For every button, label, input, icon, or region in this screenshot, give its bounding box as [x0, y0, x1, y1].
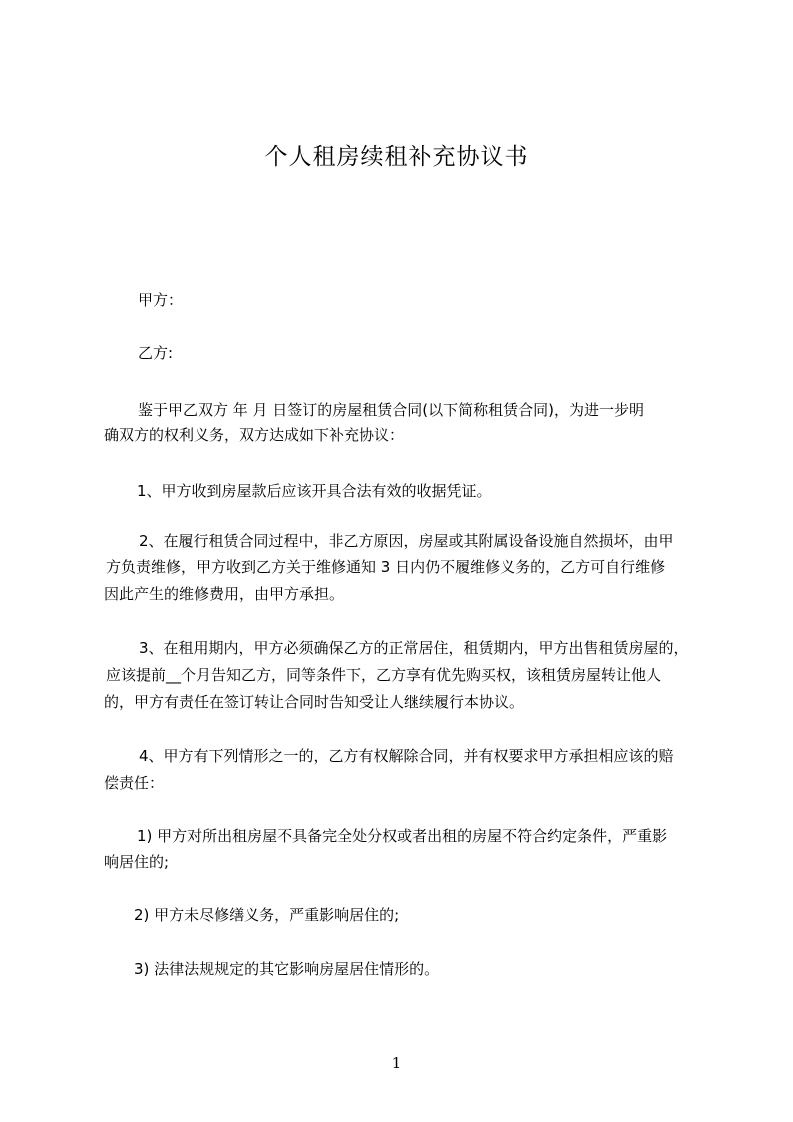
sub-clause-3-line-1: 3) 法律法规规定的其它影响房屋居住情形的。 [134, 960, 440, 978]
clause-2-line-3: 因此产生的维修费用，由甲方承担。 [104, 585, 345, 603]
sub-clause-2-line-1: 2) 甲方未尽修缮义务，严重影响居住的; [134, 906, 400, 924]
document-title: 个人租房续租补充协议书 [264, 144, 529, 170]
clause-3-line-2: 应该提前__个月告知乙方，同等条件下，乙方享有优先购买权，该租赁房屋转让他人 [106, 666, 662, 684]
party-b-label: 乙方: [138, 344, 174, 362]
clause-2-line-1: 2、在履行租赁合同过程中，非乙方原因，房屋或其附属设备设施自然损坏，由甲 [139, 532, 674, 550]
intro-line-1: 鉴于甲乙双方 年 月 日签订的房屋租赁合同(以下简称租赁合同)，为进一步明 [138, 401, 645, 419]
clause-1-line-1: 1、甲方收到房屋款后应该开具合法有效的收据凭证。 [137, 482, 492, 500]
clause-4-line-2: 偿责任： [104, 774, 165, 792]
clause-2-line-2: 方负责维修，甲方收到乙方关于维修通知 3 日内仍不履维修义务的，乙方可自行维修 [106, 558, 666, 576]
sub-clause-1-line-1: 1) 甲方对所出租房屋不具备完全处分权或者出租的房屋不符合约定条件，严重影 [137, 827, 668, 845]
sub-clause-1-line-2: 响居住的; [104, 853, 170, 871]
party-a-label: 甲方： [138, 291, 184, 309]
page-number: 1 [391, 1054, 402, 1072]
clause-3-line-1: 3、在租用期内，甲方必须确保乙方的正常居住，租赁期内，甲方出售租赁房屋的， [139, 639, 689, 657]
intro-line-2: 确双方的权利义务，双方达成如下补充协议： [104, 426, 405, 444]
clause-3-line-3: 的，甲方有责任在签订转让合同时告知受让人继续履行本协议。 [104, 693, 525, 711]
clause-4-line-1: 4、甲方有下列情形之一的，乙方有权解除合同，并有权要求甲方承担相应该的赔 [139, 747, 674, 765]
